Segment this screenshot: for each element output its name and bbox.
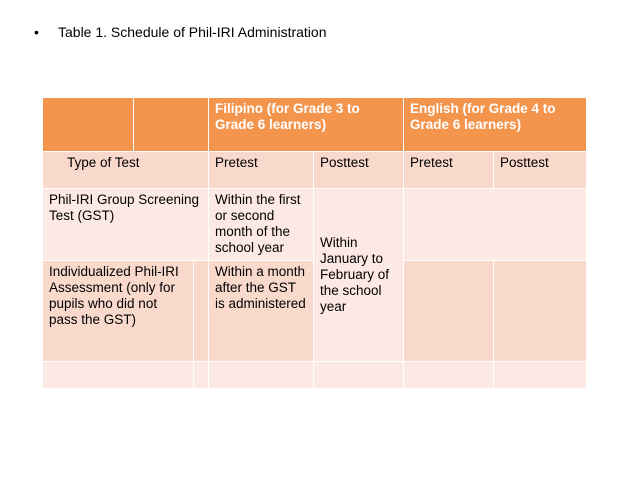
filipino-posttest-label: Posttest xyxy=(314,152,404,189)
caption-text: Table 1. Schedule of Phil-IRI Administration xyxy=(58,24,327,40)
gst-test-name: Phil-IRI Group Screening Test (GST) xyxy=(43,189,209,261)
individual-pretest-schedule: Within a month after the GST is administered xyxy=(209,261,314,362)
header-empty-cell-1 xyxy=(43,98,134,152)
empty-cell xyxy=(494,362,587,389)
type-of-test-label: Type of Test xyxy=(43,152,209,189)
empty-cell xyxy=(209,362,314,389)
individual-test-name: Individualized Phil-IRI Assessment (only for pupils who did not pass the GST) xyxy=(43,261,194,362)
gst-pretest-schedule: Within the first or second month of the school year xyxy=(209,189,314,261)
empty-cell xyxy=(314,362,404,389)
english-pretest-label: Pretest xyxy=(404,152,494,189)
filipino-posttest-schedule: Within January to February of the school year xyxy=(314,189,404,362)
english-posttest-empty-cell xyxy=(494,261,587,362)
empty-cell xyxy=(43,362,194,389)
english-gst-empty-cell xyxy=(404,189,587,261)
table-row xyxy=(43,362,587,389)
header-empty-cell-2 xyxy=(134,98,209,152)
bullet-icon: • xyxy=(34,24,39,40)
schedule-table xyxy=(42,97,587,389)
table-row xyxy=(43,189,587,261)
english-pretest-empty-cell xyxy=(404,261,494,362)
empty-cell xyxy=(194,362,209,389)
header-row xyxy=(43,98,587,152)
individual-spacer-cell xyxy=(194,261,209,362)
subheader-row xyxy=(43,152,587,189)
filipino-pretest-label: Pretest xyxy=(209,152,314,189)
english-posttest-label: Posttest xyxy=(494,152,587,189)
header-filipino: Filipino (for Grade 3 to Grade 6 learners) xyxy=(209,98,404,152)
header-english: English (for Grade 4 to Grade 6 learners) xyxy=(404,98,587,152)
table-caption xyxy=(34,22,326,42)
empty-cell xyxy=(404,362,494,389)
